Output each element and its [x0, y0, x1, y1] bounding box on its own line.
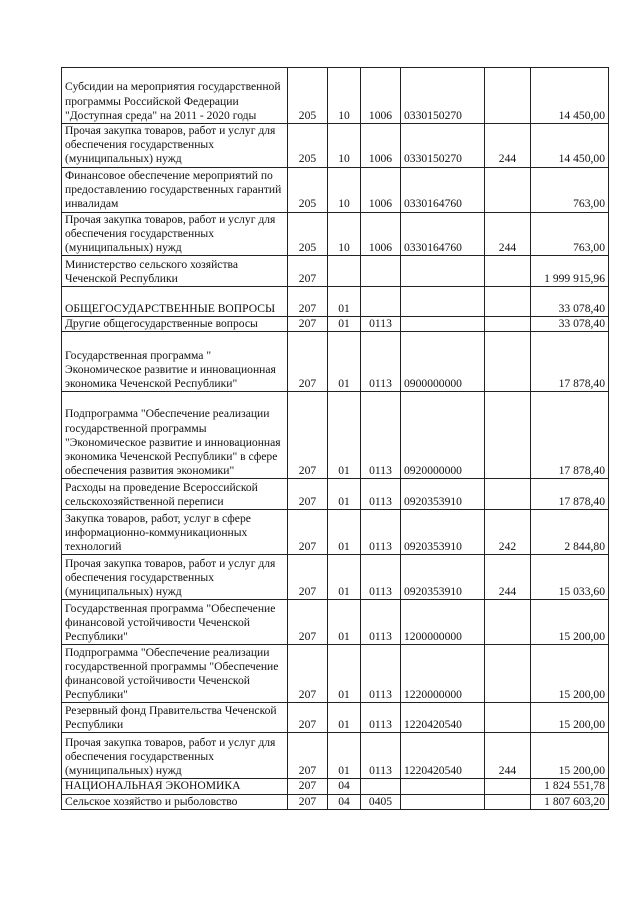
row-ved: 207: [288, 779, 328, 794]
row-rz: 01: [328, 703, 361, 733]
row-sum: 17 878,40: [531, 392, 609, 479]
row-vr: [485, 287, 531, 317]
row-ved: 207: [288, 479, 328, 510]
row-ved: 207: [288, 733, 328, 779]
row-name: Финансовое обеспечение мероприятий по предоставлению государственных гарантий инвалидам: [62, 167, 288, 212]
row-pr: [361, 256, 401, 287]
row-pr: 0113: [361, 317, 401, 332]
row-csr: 0920353910: [401, 479, 485, 510]
row-pr: 0113: [361, 645, 401, 703]
row-ved: 207: [288, 287, 328, 317]
row-sum: 15 200,00: [531, 703, 609, 733]
row-sum: 1 999 915,96: [531, 256, 609, 287]
row-rz: 10: [328, 167, 361, 212]
row-name: Резервный фонд Правительства Чеченской Республики: [62, 703, 288, 733]
table-row: [62, 124, 609, 168]
row-vr: [485, 68, 531, 124]
row-vr: [485, 317, 531, 332]
table-row: [62, 479, 609, 510]
row-sum: 15 200,00: [531, 733, 609, 779]
row-rz: 01: [328, 392, 361, 479]
row-sum: 763,00: [531, 167, 609, 212]
row-ved: 205: [288, 124, 328, 168]
row-sum: 33 078,40: [531, 287, 609, 317]
row-vr: [485, 392, 531, 479]
row-name: Сельское хозяйство и рыболовство: [62, 794, 288, 809]
row-rz: 01: [328, 317, 361, 332]
row-vr: [485, 779, 531, 794]
table-row: [62, 703, 609, 733]
row-name: Подпрограмма "Обеспечение реализации государственной программы "Обеспечение финансовой устойчивости Чеченской Республики": [62, 645, 288, 703]
row-name: Государственная программа "Обеспечение финансовой устойчивости Чеченской Республики": [62, 600, 288, 645]
row-pr: 0113: [361, 392, 401, 479]
row-rz: 10: [328, 124, 361, 168]
row-sum: 15 200,00: [531, 600, 609, 645]
row-sum: 1 824 551,78: [531, 779, 609, 794]
row-ved: 207: [288, 645, 328, 703]
row-name: Министерство сельского хозяйства Чеченской Республики: [62, 256, 288, 287]
row-pr: 0113: [361, 733, 401, 779]
row-pr: 0405: [361, 794, 401, 809]
row-vr: [485, 703, 531, 733]
row-ved: 207: [288, 256, 328, 287]
row-ved: 205: [288, 68, 328, 124]
row-csr: 0900000000: [401, 332, 485, 392]
row-ved: 207: [288, 317, 328, 332]
row-csr: 0920353910: [401, 555, 485, 600]
row-name: Другие общегосударственные вопросы: [62, 317, 288, 332]
row-vr: 244: [485, 555, 531, 600]
row-pr: [361, 287, 401, 317]
table-row: [62, 287, 609, 317]
row-csr: 1220420540: [401, 733, 485, 779]
row-rz: [328, 256, 361, 287]
row-rz: 01: [328, 733, 361, 779]
row-sum: 17 878,40: [531, 332, 609, 392]
row-pr: 1006: [361, 124, 401, 168]
table-row: [62, 600, 609, 645]
row-ved: 207: [288, 392, 328, 479]
row-pr: 0113: [361, 479, 401, 510]
table-row: [62, 332, 609, 392]
row-name: Прочая закупка товаров, работ и услуг для обеспечения государственных (муниципальных) нужд: [62, 212, 288, 256]
table-row: [62, 392, 609, 479]
row-ved: 207: [288, 703, 328, 733]
row-csr: 0330164760: [401, 212, 485, 256]
row-name: Прочая закупка товаров, работ и услуг для обеспечения государственных (муниципальных) нужд: [62, 124, 288, 168]
row-name: Закупка товаров, работ, услуг в сфере информационно-коммуникационных технологий: [62, 510, 288, 555]
row-ved: 205: [288, 167, 328, 212]
table-row: [62, 794, 609, 809]
row-csr: [401, 779, 485, 794]
row-csr: 0920353910: [401, 510, 485, 555]
row-ved: 205: [288, 212, 328, 256]
row-name: Государственная программа " Экономическое развитие и инновационная экономика Чеченской Республики": [62, 332, 288, 392]
row-vr: [485, 645, 531, 703]
row-pr: 0113: [361, 555, 401, 600]
row-name: Подпрограмма "Обеспечение реализации государственной программы "Экономическое развитие и инновационная экономика Чеченской Республики" в сфере обеспечения развития экономики": [62, 392, 288, 479]
row-csr: [401, 287, 485, 317]
row-csr: 1220000000: [401, 645, 485, 703]
row-vr: [485, 332, 531, 392]
row-sum: 15 033,60: [531, 555, 609, 600]
table-row: [62, 256, 609, 287]
row-csr: [401, 317, 485, 332]
row-name: Прочая закупка товаров, работ и услуг для обеспечения государственных (муниципальных) нужд: [62, 555, 288, 600]
row-pr: 0113: [361, 600, 401, 645]
row-csr: [401, 256, 485, 287]
row-ved: 207: [288, 794, 328, 809]
table-row: [62, 733, 609, 779]
table-row: [62, 779, 609, 794]
table-row: [62, 555, 609, 600]
row-vr: 244: [485, 124, 531, 168]
row-name: ОБЩЕГОСУДАРСТВЕННЫЕ ВОПРОСЫ: [62, 287, 288, 317]
row-rz: 01: [328, 479, 361, 510]
row-sum: 15 200,00: [531, 645, 609, 703]
row-rz: 01: [328, 555, 361, 600]
row-csr: [401, 794, 485, 809]
row-pr: 1006: [361, 68, 401, 124]
row-sum: 1 807 603,20: [531, 794, 609, 809]
table-row: [62, 510, 609, 555]
row-csr: 0330150270: [401, 124, 485, 168]
row-csr: 1200000000: [401, 600, 485, 645]
row-csr: 0330164760: [401, 167, 485, 212]
table-row: [62, 212, 609, 256]
row-rz: 01: [328, 510, 361, 555]
row-ved: 207: [288, 600, 328, 645]
row-ved: 207: [288, 510, 328, 555]
row-pr: 0113: [361, 332, 401, 392]
row-ved: 207: [288, 555, 328, 600]
row-pr: 1006: [361, 167, 401, 212]
row-sum: 763,00: [531, 212, 609, 256]
row-rz: 01: [328, 332, 361, 392]
row-name: Субсидии на мероприятия государственной программы Российской Федерации "Доступная среда" на 2011 - 2020 годы: [62, 68, 288, 124]
row-csr: 0920000000: [401, 392, 485, 479]
row-pr: 1006: [361, 212, 401, 256]
row-vr: [485, 256, 531, 287]
row-pr: [361, 779, 401, 794]
row-vr: [485, 167, 531, 212]
row-name: Прочая закупка товаров, работ и услуг для обеспечения государственных (муниципальных) нужд: [62, 733, 288, 779]
row-pr: 0113: [361, 703, 401, 733]
row-rz: 10: [328, 212, 361, 256]
row-sum: 33 078,40: [531, 317, 609, 332]
row-sum: 14 450,00: [531, 68, 609, 124]
row-name: НАЦИОНАЛЬНАЯ ЭКОНОМИКА: [62, 779, 288, 794]
row-rz: 04: [328, 779, 361, 794]
row-rz: 01: [328, 287, 361, 317]
row-sum: 2 844,80: [531, 510, 609, 555]
budget-table: [61, 67, 609, 810]
row-rz: 10: [328, 68, 361, 124]
row-rz: 01: [328, 645, 361, 703]
row-sum: 17 878,40: [531, 479, 609, 510]
table-row: [62, 645, 609, 703]
row-vr: [485, 600, 531, 645]
row-pr: 0113: [361, 510, 401, 555]
row-vr: [485, 479, 531, 510]
table-row: [62, 167, 609, 212]
row-ved: 207: [288, 332, 328, 392]
row-vr: 242: [485, 510, 531, 555]
row-name: Расходы на проведение Всероссийской сельскохозяйственной переписи: [62, 479, 288, 510]
row-rz: 01: [328, 600, 361, 645]
row-csr: 0330150270: [401, 68, 485, 124]
row-csr: 1220420540: [401, 703, 485, 733]
row-vr: 244: [485, 212, 531, 256]
row-vr: 244: [485, 733, 531, 779]
row-vr: [485, 794, 531, 809]
table-row: [62, 68, 609, 124]
row-rz: 04: [328, 794, 361, 809]
table-row: [62, 317, 609, 332]
row-sum: 14 450,00: [531, 124, 609, 168]
